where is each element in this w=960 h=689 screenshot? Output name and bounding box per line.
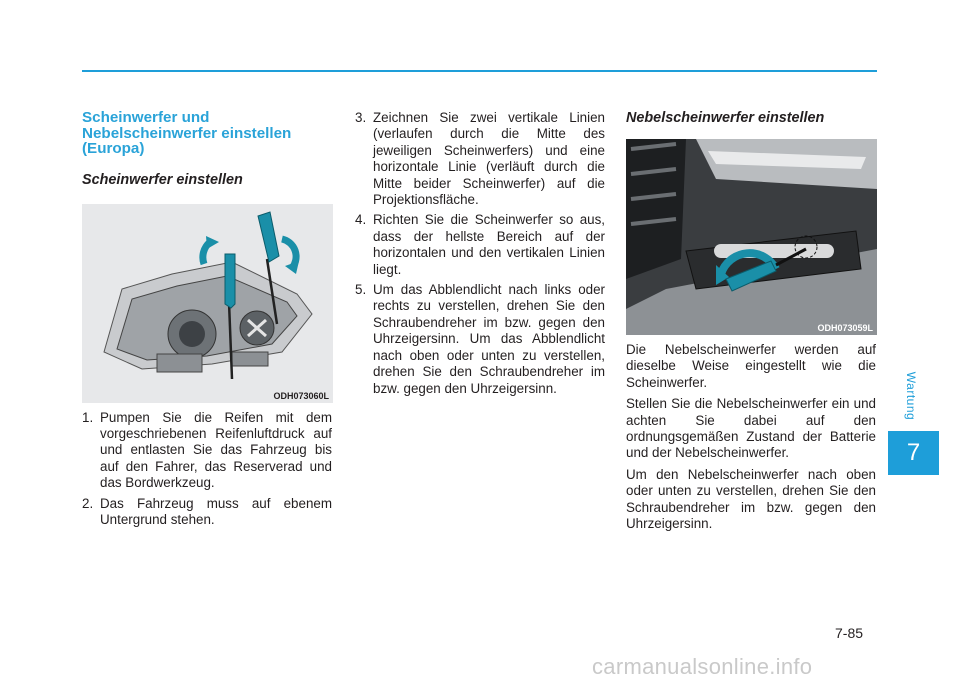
page-number: 7-85 bbox=[835, 625, 864, 641]
fog-subtitle: Nebelscheinwerfer einstellen bbox=[626, 110, 825, 126]
chapter-tab: 7 bbox=[888, 431, 939, 475]
paragraph: Um den Nebelscheinwerfer nach oben oder unten zu verstellen, drehen Sie den Schraubendreher im bzw. gegen den Uhrzeigersinn. bbox=[626, 466, 876, 532]
column-right bbox=[626, 110, 876, 537]
list-item: 4. Richten Sie die Scheinwerfer so aus, dass der hellste Bereich auf der horizontalen und den vertikalen Linien liegt. bbox=[355, 212, 605, 277]
list-item: 2. Das Fahrzeug muss auf ebenem Untergrund stehen. bbox=[82, 495, 332, 527]
list-item: 3. Zeichnen Sie zwei vertikale Linien (verlaufen durch die Mitte des jeweiligen Scheinwerfers) und eine horizontale Linie (verläuft durch die Mitte beider Scheinwerfer) auf die Projektionsfläche. bbox=[355, 110, 605, 208]
list-item: 1. Pumpen Sie die Reifen mit dem vorgeschriebenen Reifenluftdruck auf und entlasten Sie das Fahrzeug bis auf den Fahrer, das Reserverad und das Bordwerkzeug. bbox=[82, 409, 332, 491]
fog-figure bbox=[626, 139, 877, 335]
fog-light-illustration bbox=[626, 139, 877, 335]
paragraph: Stellen Sie die Nebelscheinwerfer ein und achten Sie dabei auf den ordnungsgemäßen Zustand der Batterie und der Nebelscheinwerfer. bbox=[626, 396, 876, 461]
header-rule bbox=[82, 70, 877, 72]
fog-text bbox=[626, 342, 876, 532]
steps-list-part2 bbox=[355, 110, 605, 397]
side-tab-label: Wartung bbox=[904, 371, 918, 421]
headlight-illustration bbox=[82, 204, 333, 403]
column-middle bbox=[355, 110, 605, 401]
headlight-figure bbox=[82, 204, 333, 403]
paragraph: Die Nebelscheinwerfer werden auf dieselbe Weise eingestellt wie die Scheinwerfer. bbox=[626, 342, 876, 390]
list-item: 5. Um das Abblendlicht nach links oder rechts zu verstellen, drehen Sie den Schraubendreher im bzw. gegen den Uhrzeigersinn. Um das Abblendlicht nach oben oder unten zu verstellen, drehen Sie den Schraubendreher im bzw. gegen den Uhrzeigersinn. bbox=[355, 282, 605, 396]
column-left bbox=[82, 110, 332, 532]
figure-code: ODH073059L bbox=[817, 323, 873, 333]
headlight-subtitle: Scheinwerfer einstellen bbox=[82, 171, 243, 188]
figure-code: ODH073060L bbox=[273, 390, 329, 401]
section-title: Scheinwerfer und Nebelscheinwerfer einstellen (Europa) bbox=[82, 109, 292, 157]
watermark: carmanualsonline.info bbox=[592, 654, 813, 679]
steps-list-part1 bbox=[82, 410, 332, 529]
